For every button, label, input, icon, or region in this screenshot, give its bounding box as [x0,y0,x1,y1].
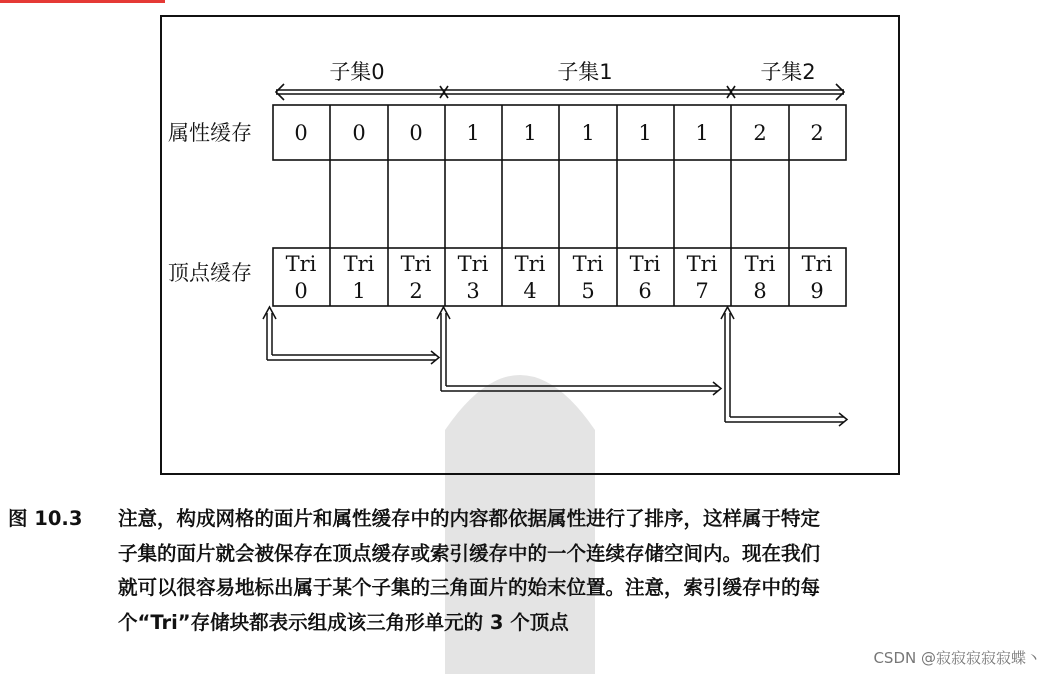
tri-index: 6 [638,279,652,303]
tri-word: Tri [457,252,489,276]
attribute-value: 0 [294,121,308,145]
subset-ranges [276,84,844,100]
subset-label-0: 子集0 [329,60,385,84]
tri-index: 1 [352,279,366,303]
tri-word: Tri [343,252,375,276]
tri-word: Tri [744,252,776,276]
attribute-value: 1 [638,121,652,145]
vertex-buffer-label: 顶点缓存 [168,261,252,285]
attribute-buffer-label: 属性缓存 [168,121,252,145]
tri-word: Tri [285,252,317,276]
caption-line: 就可以很容易地标出属于某个子集的三角面片的始末位置。注意，索引缓存中的每 [118,576,821,599]
tri-index: 8 [753,279,767,303]
tri-index: 2 [409,279,423,303]
caption-line: 个“Tri”存储块都表示组成该三角形单元的 3 个顶点 [118,610,569,634]
attribute-value: 1 [523,121,537,145]
tri-index: 5 [581,279,595,303]
tri-word: Tri [629,252,661,276]
subset-start-arrows [263,307,847,426]
csdn-watermark: CSDN @寂寂寂寂寂蝶丶 [873,649,1041,667]
tri-word: Tri [400,252,432,276]
caption-line: 注意，构成网格的面片和属性缓存中的内容都依据属性进行了排序，这样属于特定 [118,507,821,530]
subset-label-1: 子集1 [557,60,613,84]
tri-word: Tri [572,252,604,276]
attribute-value: 2 [810,121,824,145]
tri-index: 7 [695,279,709,303]
caption-line: 子集的面片就会被保存在顶点缓存或索引缓存中的一个连续存储空间内。现在我们 [118,541,821,565]
caption-label: 图 10.3 [8,507,83,530]
tri-index: 3 [466,279,480,303]
tri-word: Tri [686,252,718,276]
tri-word: Tri [514,252,546,276]
attribute-value: 1 [466,121,480,145]
tri-index: 9 [810,279,824,303]
attribute-value: 0 [352,121,366,145]
tri-word: Tri [801,252,833,276]
tri-index: 0 [294,279,308,303]
attribute-value: 1 [581,121,595,145]
attribute-value: 0 [409,121,423,145]
tri-index: 4 [523,279,537,303]
attribute-value: 1 [695,121,709,145]
attribute-value: 2 [753,121,767,145]
subset-label-2: 子集2 [760,60,816,84]
